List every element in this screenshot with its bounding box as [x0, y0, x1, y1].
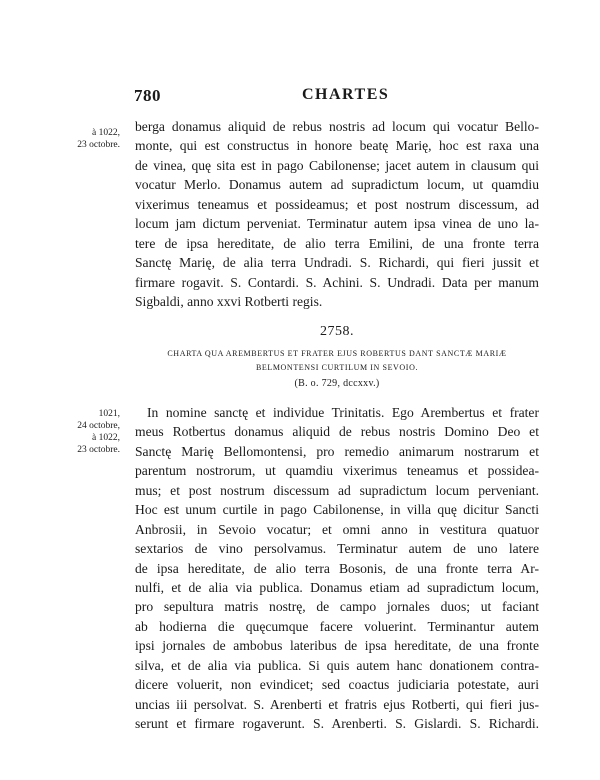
text-line: Anbrosii, in Sevoio vocatur; et omni anno in vestitura quatuor — [135, 521, 539, 537]
text-line: berga donamus aliquid de rebus nostris ad locum qui vocatur Bello- — [135, 119, 539, 134]
text-line: ab hodierna die quęcumque facere voluerint. Terminantur autem — [135, 618, 539, 634]
text-line: monte, qui est constructus in honore beatę Marię, hoc est raxa una — [135, 138, 539, 154]
text-line: uncias iii persolvat. S. Arenberti et fratris ejus Rotberti, qui fieri jus- — [135, 696, 539, 712]
charter-title-line: CHARTA QUA AREMBERTUS ET FRATER EJUS ROBERTUS DANT SANCTÆ MARIÆ — [167, 349, 507, 358]
text-line: vocatur Merlo. Donamus autem ad supradictum locum, ut quamdiu — [135, 177, 539, 193]
margin-date-line: 23 octobre. — [77, 445, 120, 455]
text-line: Hoc est unum curtile in pago Cabilonense, in villa quę dicitur Sancti — [135, 502, 539, 518]
charter-title — [135, 347, 539, 375]
margin-date-line: à 1022, — [92, 128, 120, 138]
margin-date-line: 23 octobre. — [77, 140, 120, 150]
margin-date-2 — [50, 408, 120, 456]
page-header — [134, 86, 474, 110]
charter-source: (B. o. 729, dccxxv.) — [294, 378, 380, 389]
text-line: dicere voluerit, non evindicet; sed coactus judiciaria potestate, auri — [135, 677, 539, 693]
margin-date-line: à 1022, — [92, 433, 120, 443]
text-line: serunt et firmare rogaverunt. S. Arenberti. S. Gislardi. S. Richardi. — [135, 716, 539, 731]
text-line: de ipsa hereditate, de alio terra Bosonis, de una fronte terra Ar- — [135, 560, 539, 576]
text-line: vixerimus teneamus et possideamus; et post nostrum discessum, ad — [135, 196, 539, 212]
page-number: 780 — [134, 86, 161, 105]
charter-title-line: BELMONTENSI CURTILUM IN SEVOIO. — [255, 363, 419, 372]
text-line: meus Rotbertus donamus aliquid de rebus nostris Domino Deo et — [135, 424, 539, 440]
margin-date-1 — [50, 127, 120, 151]
text-line: Sanctę Marię, de alia terra Undradi. S. Richardi, qui fieri jussit et — [135, 255, 539, 271]
text-line: locum jam dictum perveniat. Terminatur autem ipsa vinea de uno la- — [135, 216, 539, 232]
text-line: firmare rogavit. S. Contardi. S. Achini. S. Undradi. Data per manum — [135, 274, 539, 290]
text-line: tere de ipsa hereditate, de alio terra Emilini, de una fronte terra — [135, 235, 539, 251]
running-title: CHARTES — [302, 86, 390, 103]
text-line: mus; et post nostrum discessum ad supradictum locum perveniant. — [135, 482, 539, 498]
margin-date-line: 1021, — [98, 409, 120, 419]
text-line: silva, et de alia via publica. Si quis autem hanc donationem contra- — [135, 657, 539, 673]
text-line: de vinea, quę sita est in pago Cabilonense; jacet autem in clausum qui — [135, 157, 539, 173]
text-line: nulfi, et de alia via publica. Donamus etiam ad supradictum locum, — [135, 579, 539, 595]
charter-body — [135, 403, 539, 733]
text-line: sextarios de vino persolvamus. Terminatur autem de uno latere — [135, 541, 539, 557]
text-line: Sigbaldi, anno xxvi Rotberti regis. — [135, 293, 323, 309]
text-line: ipsi jornales de ambobus lateribus de ipsa hereditate, de una fronte — [135, 638, 539, 654]
margin-date-line: 24 octobre, — [77, 421, 120, 431]
text-line: pro sepultura matris nostrę, de campo jornales duos; ut faciant — [135, 599, 539, 615]
previous-charter-text — [135, 117, 539, 311]
text-line: Sanctę Marię Bellomontensi, pro remedio animarum nostrarum et — [135, 443, 539, 459]
text-line: In nomine sanctę et individue Trinitatis. Ego Arembertus et frater — [147, 405, 539, 420]
text-line: parentum nostrorum, ut quamdiu vixerimus teneamus et possidea- — [135, 463, 539, 479]
charter-number: 2758. — [320, 324, 354, 339]
